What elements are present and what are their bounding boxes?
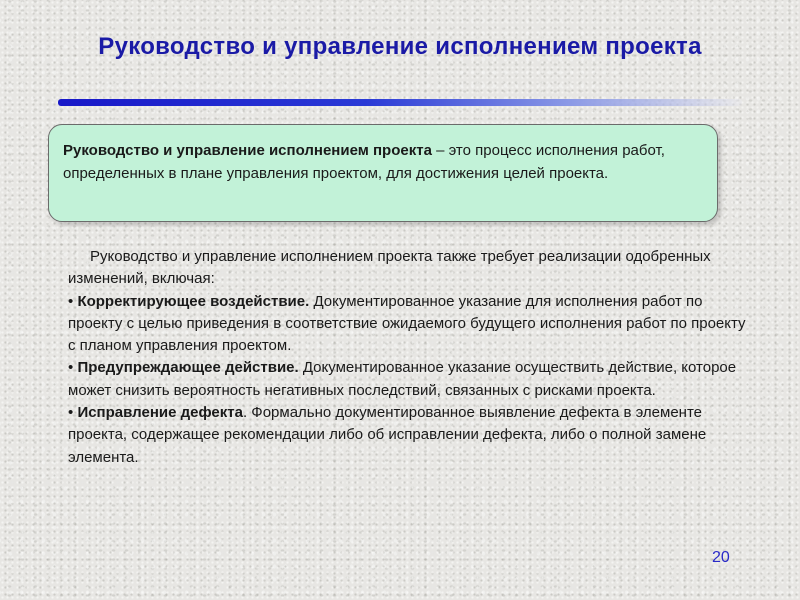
list-item — [68, 357, 748, 402]
title-underline-bar — [58, 99, 742, 106]
definition-text: – это процесс исполнения работ, определенных в плане управления проектом, для достижения целей проекта. — [63, 142, 665, 182]
page-number: 20 — [712, 549, 730, 566]
definition-box — [48, 124, 718, 222]
list-item-text: . Формально документированное выявление дефекта в элементе проекта, содержащее рекомендации либо об исправлении дефекта, либо о полной замене элемента. — [68, 404, 707, 466]
body-text — [68, 246, 748, 469]
intro-paragraph: Руководство и управление исполнением проекта также требует реализации одобренных изменений, включая: — [68, 248, 711, 288]
list-item — [68, 402, 748, 469]
bullet-icon: • — [68, 359, 74, 377]
bullet-icon: • — [68, 292, 74, 310]
list-item-text: Документированное указание для исполнения работ по проекту с целью приведения в соответствие ожидаемого будущего исполнения работ по проекту с планом управления проектом. — [68, 292, 746, 355]
list-item — [68, 291, 748, 358]
slide-title: Руководство и управление исполнением проекта — [98, 33, 702, 60]
list-item-term: Исправление дефекта — [77, 404, 243, 422]
bullet-icon: • — [68, 404, 74, 422]
list-item-text: Документированное указание осуществить действие, которое может снизить вероятность негативных последствий, связанных с рисками проекта. — [68, 359, 737, 399]
list-item-term: Предупреждающее действие. — [77, 359, 299, 377]
definition-term: Руководство и управление исполнением проекта — [63, 142, 432, 159]
list-item-term: Корректирующее воздействие. — [77, 292, 310, 310]
